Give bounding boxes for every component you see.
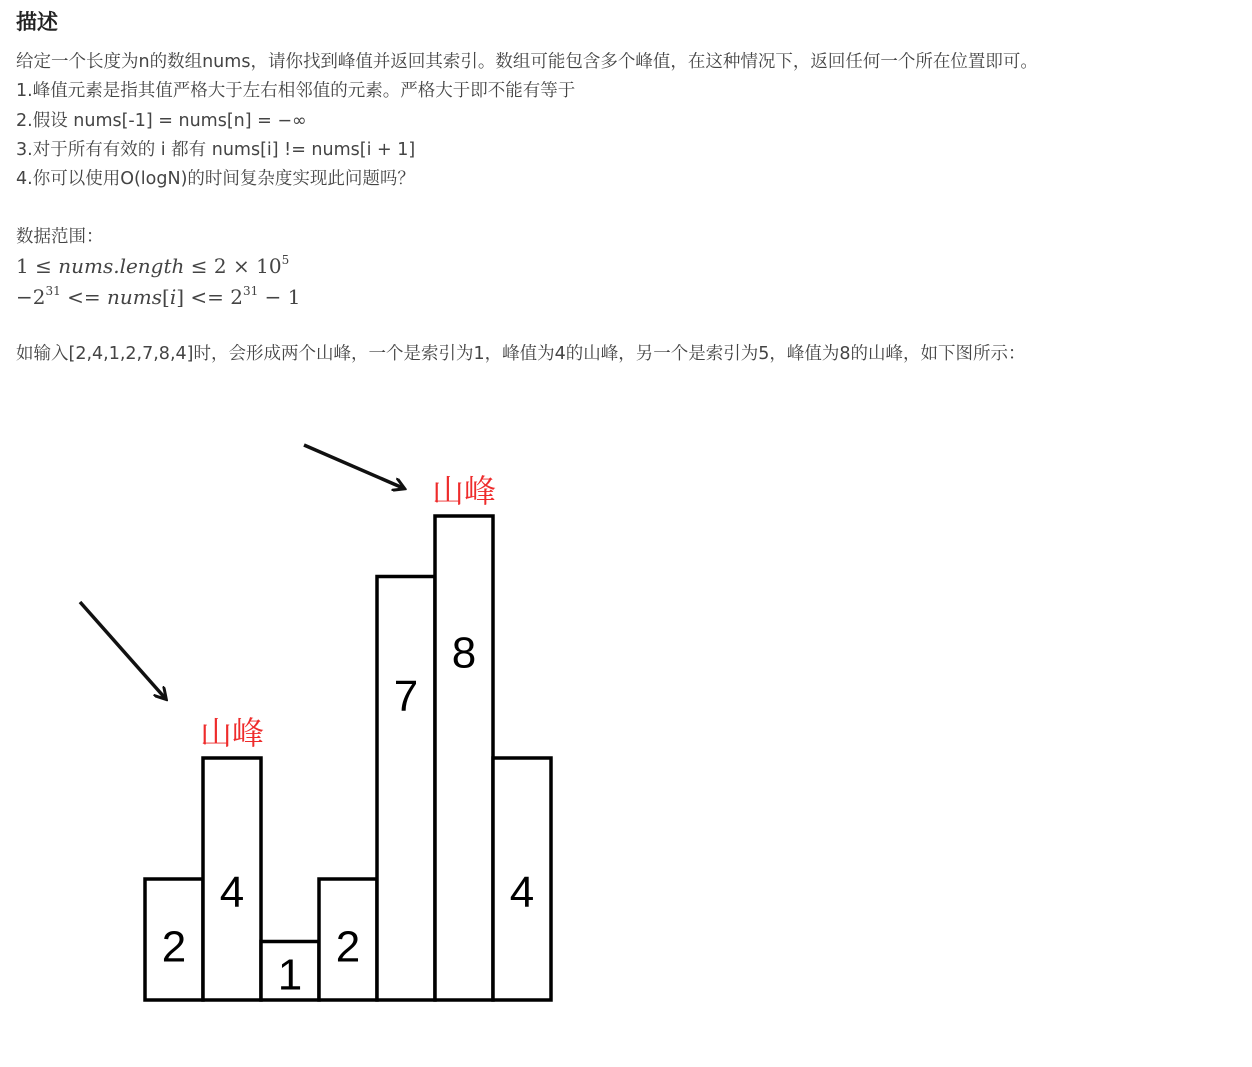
intro-text: 给定一个长度为n的数组nums，请你找到峰值并返回其索引。数组可能包含多个峰值，在这种情况下，返回任何一个所在位置即可。 xyxy=(16,52,1038,72)
bar-value-label: 8 xyxy=(451,628,477,678)
bar-5 xyxy=(435,516,493,1000)
bar-value-label: 4 xyxy=(219,868,245,918)
range-label: 数据范围： xyxy=(16,227,104,247)
bar-value-label: 1 xyxy=(277,950,303,1000)
constraint-length: 1 ≤ nums.length ≤ $2 \times 10^5$ xyxy=(16,253,290,278)
bar-4 xyxy=(377,577,435,1001)
example-text: 如输入[2,4,1,2,7,8,4]时，会形成两个山峰，一个是索引为1，峰值为4的山峰，另一个是索引为5，峰值为8的山峰，如下图所示： xyxy=(16,344,1026,364)
description-heading: 描述 xyxy=(16,10,58,34)
bar-value-label: 2 xyxy=(335,922,361,972)
peak-diagram xyxy=(0,380,620,1040)
constraint-values: $-2^{31}$ <= nums[i] <= $2^{31} - 1$ xyxy=(16,284,301,309)
arrow-icon xyxy=(80,602,165,698)
bar-value-label: 7 xyxy=(393,672,419,722)
peak-label: 山峰 xyxy=(199,714,265,752)
peak-label: 山峰 xyxy=(431,472,497,510)
arrow-icon xyxy=(304,445,403,488)
rule-3: 3.对于所有有效的 i 都有 nums[i] != nums[i + 1] xyxy=(16,140,416,160)
rule-4: 4.你可以使用O(logN)的时间复杂度实现此问题吗？ xyxy=(16,169,415,189)
rule-2: 2.假设 nums[-1] = nums[n] = −∞ xyxy=(16,111,307,131)
rule-1: 1.峰值元素是指其值严格大于左右相邻值的元素。严格大于即不能有等于 xyxy=(16,81,576,101)
bar-value-label: 4 xyxy=(509,868,535,918)
bar-value-label: 2 xyxy=(161,922,187,972)
